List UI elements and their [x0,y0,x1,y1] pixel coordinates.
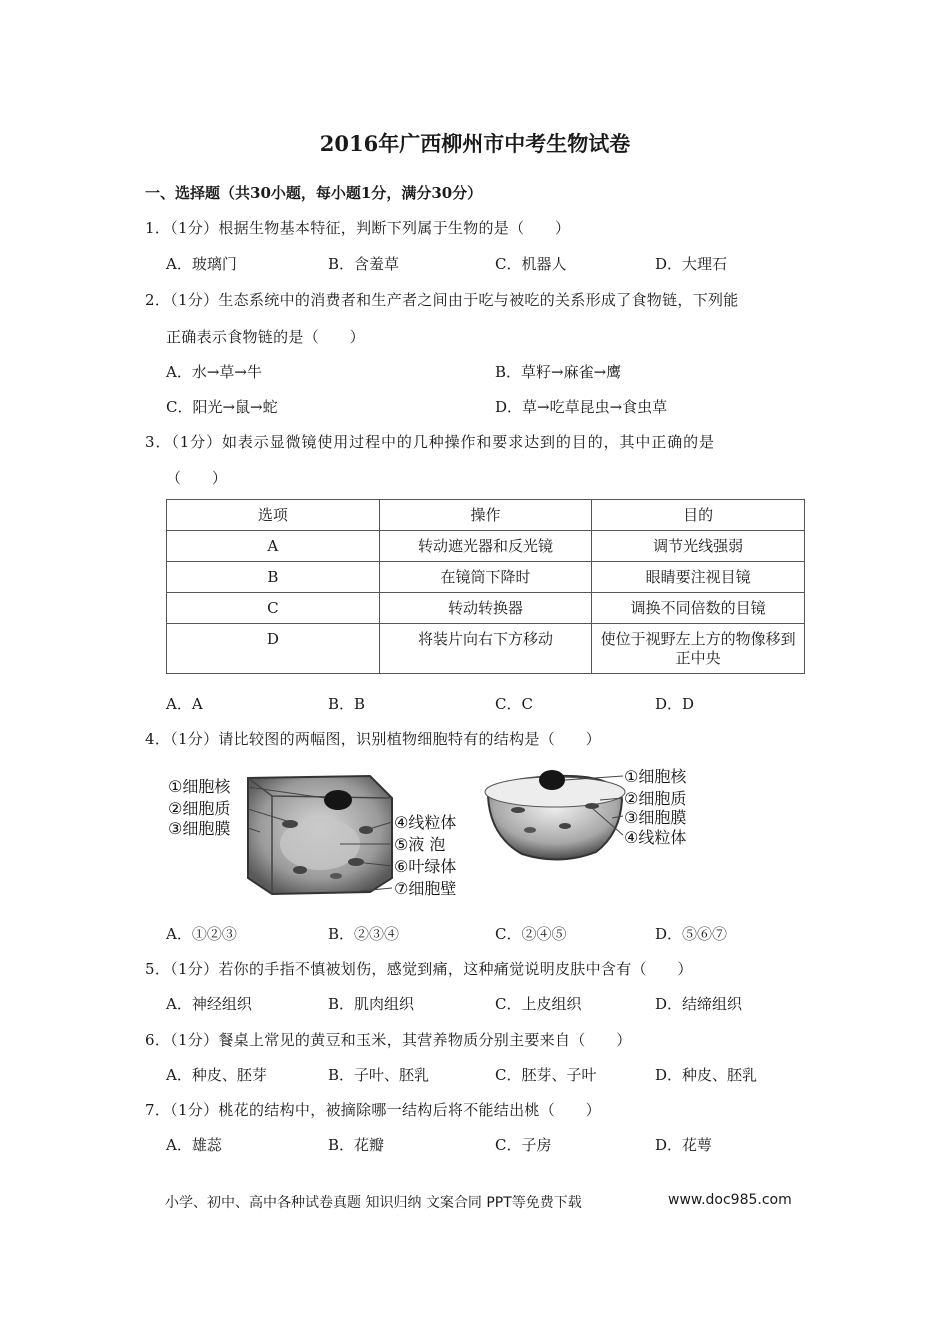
q7-option-a: A．雄蕊 [166,1136,222,1154]
table-header: 目的 [592,500,805,531]
q5-option-a: A．神经组织 [166,995,252,1013]
table-cell: 调节光线强弱 [592,531,805,562]
question-7-stem: 7．（1分）桃花的结构中，被摘除哪一结构后将不能结出桃（ ） [145,1101,601,1119]
q2-option-b: B．草籽→麻雀→鹰 [495,363,622,381]
animal-label-nucleus: ①细胞核 [624,767,687,786]
table-cell: B [167,562,380,593]
q5-option-b: B．肌肉组织 [328,995,415,1013]
question-3-stem-cont: （ ） [166,469,228,487]
plant-label-nucleus: ①细胞核 [168,777,231,796]
table-cell: 调换不同倍数的目镜 [592,593,805,624]
table-header: 操作 [379,500,592,531]
question-1-stem: 1．（1分）根据生物基本特征，判断下列属于生物的是（ ） [145,219,571,237]
q1-option-d: D．大理石 [655,255,728,273]
footer-link[interactable]: www.doc985.com [668,1192,792,1208]
q1-option-b: B．含羞草 [328,255,400,273]
q6-option-b: B．子叶、胚乳 [328,1066,430,1084]
cell-diagram [160,760,720,910]
plant-label-chloroplast: ⑥叶绿体 [394,857,457,876]
microscope-table [166,499,805,674]
q2-option-d: D．草→吃草昆虫→食虫草 [495,398,668,416]
q7-option-d: D．花萼 [655,1136,713,1154]
section-heading: 一、选择题（共30小题，每小题1分，满分30分） [145,184,483,202]
table-header: 选项 [167,500,380,531]
question-6-stem: 6．（1分）餐桌上常见的黄豆和玉米，其营养物质分别主要来自（ ） [145,1031,632,1049]
q1-option-c: C．机器人 [495,255,567,273]
plant-label-cell-wall: ⑦细胞壁 [394,879,457,898]
q2-option-a: A．水→草→牛 [166,363,262,381]
table-row [167,562,805,593]
q4-option-d: D．⑤⑥⑦ [655,925,728,943]
q4-option-b: B．②③④ [328,925,400,943]
animal-label-cytoplasm: ②细胞质 [624,789,687,808]
animal-label-mitochondria: ④线粒体 [624,828,687,847]
question-3-stem: 3．（1分）如表示显微镜使用过程中的几种操作和要求达到的目的，其中正确的是 [145,433,715,451]
table-row [167,593,805,624]
table-row [167,624,805,674]
plant-label-cytoplasm: ②细胞质 [168,799,231,818]
table-cell: 眼睛要注视目镜 [592,562,805,593]
table-cell: 在镜筒下降时 [379,562,592,593]
table-cell: D [167,624,380,674]
q5-option-d: D．结缔组织 [655,995,743,1013]
page-title: 2016年广西柳州市中考生物试卷 [319,131,631,156]
q7-option-b: B．花瓣 [328,1136,385,1154]
table-cell: 转动转换器 [379,593,592,624]
plant-label-vacuole: ⑤液 泡 [394,835,446,854]
table-cell: A [167,531,380,562]
q3-option-b: B．B [328,695,366,713]
q3-option-c: C．C [495,695,533,713]
animal-cell-illustration [485,770,625,860]
q3-option-a: A．A [166,695,203,713]
q4-option-c: C．②④⑤ [495,925,567,943]
question-4-stem: 4．（1分）请比较图的两幅图，识别植物细胞特有的结构是（ ） [145,730,601,748]
plant-cell-illustration [248,776,392,894]
q6-option-a: A．种皮、胚芽 [166,1066,267,1084]
table-row [167,531,805,562]
question-5-stem: 5．（1分）若你的手指不慎被划伤，感觉到痛，这种痛觉说明皮肤中含有（ ） [145,960,693,978]
q6-option-c: C．胚芽、子叶 [495,1066,597,1084]
table-cell: C [167,593,380,624]
q4-option-a: A．①②③ [166,925,237,943]
q7-option-c: C．子房 [495,1136,552,1154]
q2-option-c: C．阳光→鼠→蛇 [166,398,278,416]
animal-label-membrane: ③细胞膜 [624,808,687,827]
q6-option-d: D．种皮、胚乳 [655,1066,758,1084]
plant-label-mitochondria: ④线粒体 [394,813,457,832]
q1-option-a: A．玻璃门 [166,255,237,273]
question-2-stem: 2．（1分）生态系统中的消费者和生产者之间由于吃与被吃的关系形成了食物链，下列能 [145,291,739,309]
question-2-stem-cont: 正确表示食物链的是（ ） [166,328,365,346]
footer-text: 小学、初中、高中各种试卷真题 知识归纳 文案合同 PPT等免费下载 [165,1195,582,1211]
table-cell: 将装片向右下方移动 [379,624,592,674]
q5-option-c: C．上皮组织 [495,995,582,1013]
plant-label-membrane: ③细胞膜 [168,819,231,838]
q3-option-d: D．D [655,695,695,713]
table-cell: 使位于视野左上方的物像移到正中央 [592,624,805,674]
table-header-row [167,500,805,531]
table-cell: 转动遮光器和反光镜 [379,531,592,562]
